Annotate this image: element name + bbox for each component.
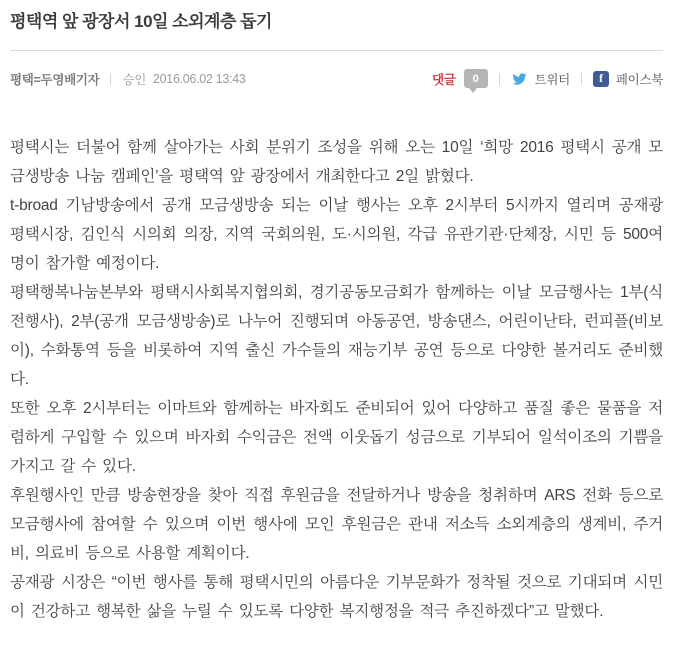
twitter-share-button[interactable] — [511, 70, 570, 88]
article-body — [10, 133, 663, 626]
article-paragraph: 공재광 시장은 “이번 행사를 통해 평택시민의 아름다운 기부문화가 정착될 것으로 기대되며 시민이 건강하고 행복한 삶을 누릴 수 있도록 다양한 복지행정을 적극 추진하겠다”고 말했다. — [10, 574, 663, 620]
article-paragraph: t-broad 기남방송에서 공개 모금생방송 되는 이날 행사는 오후 2시부터 5시까지 열리며 공재광 평택시장, 김인식 시의회 의장, 지역 국회의원, 도·시의원, 각급 유관기관·단체장, 시민 등 500여명이 참가할 예정이다. — [10, 197, 663, 272]
comment-count-badge: 0 — [464, 69, 488, 88]
author-name: 평택=두영배기자 — [10, 72, 100, 87]
vertical-divider — [110, 73, 111, 85]
social-toolbar — [432, 69, 663, 88]
publish-datetime: 2016.06.02 13:43 — [153, 71, 246, 86]
article-paragraph: 또한 오후 2시부터는 이마트와 함께하는 바자회도 준비되어 있어 다양하고 품질 좋은 물품을 저렴하게 구입할 수 있으며 바자회 수익금은 전액 이웃돕기 성금으로 기부되어 일석이조의 기쁨을 가지고 갈 수 있다. — [10, 400, 663, 475]
byline-info — [10, 70, 246, 88]
facebook-icon: f — [593, 71, 609, 87]
article-paragraph: 평택행복나눔본부와 평택시사회복지협의회, 경기공동모금회가 함께하는 이날 모금행사는 1부(식전행사), 2부(공개 모금생방송)로 나누어 진행되며 아동공연, 방송댄스, 어린이난타, 런피플(비보이), 수화통역 등을 비롯하여 지역 출신 가수들의 재능기부 공연 등으로 다양한 볼거리도 준비했다. — [10, 284, 663, 388]
comments-label: 댓글 — [432, 72, 456, 87]
comments-link[interactable] — [432, 69, 488, 88]
vertical-divider — [499, 73, 500, 85]
article-paragraph: 후원행사인 만큼 방송현장을 찾아 직접 후원금을 전달하거나 방송을 청취하며 ARS 전화 등으로 모금행사에 참여할 수 있으며 이번 행사에 모인 후원금은 관내 저소득 소외계층의 생계비, 주거비, 의료비 등으로 사용할 계획이다. — [10, 487, 663, 562]
byline-row — [10, 51, 663, 91]
page-title: 평택역 앞 광장서 10일 소외계층 돕기 — [10, 12, 272, 31]
facebook-share-button[interactable] — [593, 70, 663, 88]
vertical-divider — [581, 73, 582, 85]
twitter-icon — [511, 72, 528, 86]
article-paragraph: 평택시는 더불어 함께 살아가는 사회 분위기 조성을 위해 오는 10일 ‘희망 2016 평택시 공개 모금생방송 나눔 캠페인’을 평택역 앞 광장에서 개최한다고 2일 밝혔다. — [10, 139, 663, 185]
approved-label: 승인 — [122, 72, 146, 87]
twitter-label: 트위터 — [534, 72, 570, 87]
facebook-label: 페이스북 — [615, 72, 663, 87]
